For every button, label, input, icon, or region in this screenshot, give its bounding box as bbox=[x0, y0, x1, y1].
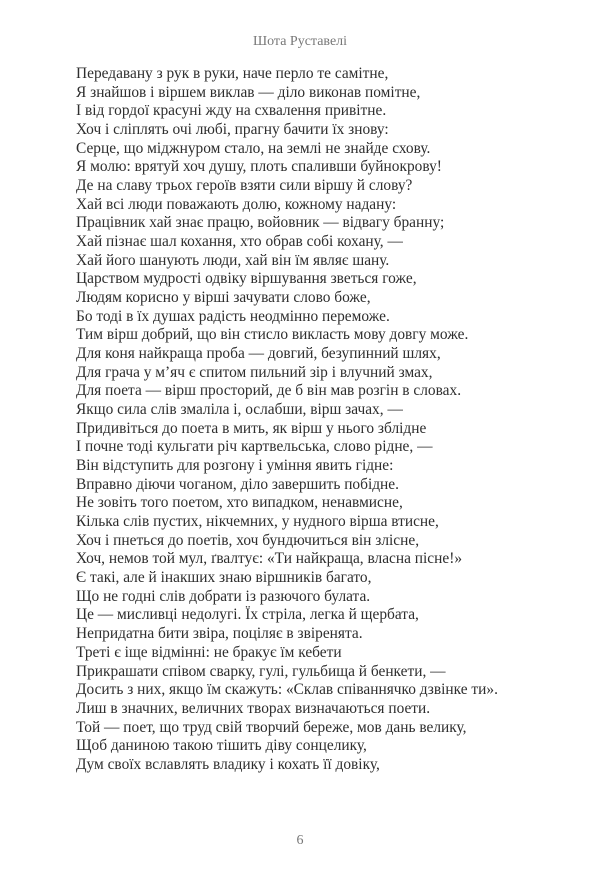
poem-line: Лиш в значних, величних творах визначаються поети. bbox=[76, 699, 431, 717]
poem-line: Для коня найкраща проба — довгий, безупинний шлях, bbox=[76, 345, 441, 363]
poem-line: Не зовіть того поетом, хто випадком, ненавмисне, bbox=[76, 494, 403, 512]
poem-line: Бо тоді в їх душах радість неодмінно переможе. bbox=[76, 307, 390, 325]
poem-line: Серце, що міджнуром стало, на землі не знайде схову. bbox=[76, 139, 431, 157]
poem-line: Передавану з рук в руки, наче перло те самітне, bbox=[76, 65, 389, 82]
poem-line: Треті є іще відмінні: не бракує їм кебети bbox=[76, 643, 342, 661]
poem-line: Придивіться до поета в мить, як вірш у нього зблідне bbox=[76, 419, 427, 437]
poem-line: Що не годні слів добрати із разючого булата. bbox=[76, 587, 371, 605]
poem-line: Для грача у м’яч є спитом пильний зір і влучний змах, bbox=[76, 363, 433, 381]
poem-line: Хоч і пнеться до поетів, хоч бундючиться він злісне, bbox=[76, 531, 420, 549]
poem-line: Непридатна бити звіра, поціляє в звіренята. bbox=[76, 625, 363, 643]
page-number: 6 bbox=[296, 833, 304, 848]
poem-line: Це — мисливці недолугі. Їх стріла, легка й щербата, bbox=[76, 606, 419, 624]
running-header: Шота Руставелі bbox=[252, 34, 348, 49]
poem-line: Хоч, немов той мул, ґвалтує: «Ти найкраща, власна пісне!» bbox=[76, 550, 463, 568]
poem-line: Я знайшов і віршем виклав — діло виконав помітне, bbox=[76, 83, 421, 101]
poem-line: Якщо сила слів змаліла і, ослабши, вірш зачах, — bbox=[76, 401, 403, 419]
poem-line: Тим вірш добрий, що він стисло викласть мову довгу може. bbox=[76, 326, 469, 344]
poem-line: Хай його шанують люди, хай він їм являє шану. bbox=[76, 251, 390, 269]
poem-line: Щоб даниною такою тішить діву сонцелику, bbox=[76, 737, 367, 755]
poem-line: Хай всі люди поважають долю, кожному надану: bbox=[76, 195, 397, 213]
poem-line: Царством мудрості одвіку віршування зветься гоже, bbox=[76, 270, 417, 288]
poem-line: Я молю: врятуй хоч душу, плоть спаливши буйнокрову! bbox=[76, 158, 442, 176]
poem-line: І почне тоді кульгати річ картвельська, слово рідне, — bbox=[76, 438, 433, 456]
poem-line: Дум своїх вславлять владику і кохать її довіку, bbox=[76, 755, 380, 773]
poem-line: Прикрашати співом сварку, гулі, гульбища й бенкети, — bbox=[76, 662, 446, 680]
poem-line: Вправно діючи чоганом, діло завершить побідне. bbox=[76, 475, 399, 493]
poem-line: Працівник хай знає працю, войовник — відвагу бранну; bbox=[76, 214, 445, 232]
poem-line: Він відступить для розгону і уміння явить гідне: bbox=[76, 457, 394, 475]
poem-line: Той — поет, що труд свій творчий береже, мов дань велику, bbox=[76, 718, 467, 736]
poem-line: Є такі, але й інакших знаю віршників багато, bbox=[76, 569, 372, 587]
poem-line: Кілька слів пустих, нікчемних, у нудного вірша втисне, bbox=[76, 513, 439, 531]
poem-line: Досить з них, якщо їм скажуть: «Склав співаннячко дзвінке ти». bbox=[76, 681, 498, 699]
poem-text bbox=[76, 65, 596, 775]
poem-line: Людям корисно у вірші зачувати слово боже, bbox=[76, 289, 371, 307]
poem-line: І від гордої красуні жду на схвалення привітне. bbox=[76, 102, 387, 120]
poem-line: Для поета — вірш просторий, де б він мав розгін в словах. bbox=[76, 382, 462, 400]
poem-line: Де на славу трьох героїв взяти сили віршу й слову? bbox=[76, 177, 413, 195]
poem-line: Хоч і сліплять очі любі, прагну бачити їх знову: bbox=[76, 121, 389, 139]
poem-line: Хай пізнає шал кохання, хто обрав собі кохану, — bbox=[76, 233, 403, 251]
